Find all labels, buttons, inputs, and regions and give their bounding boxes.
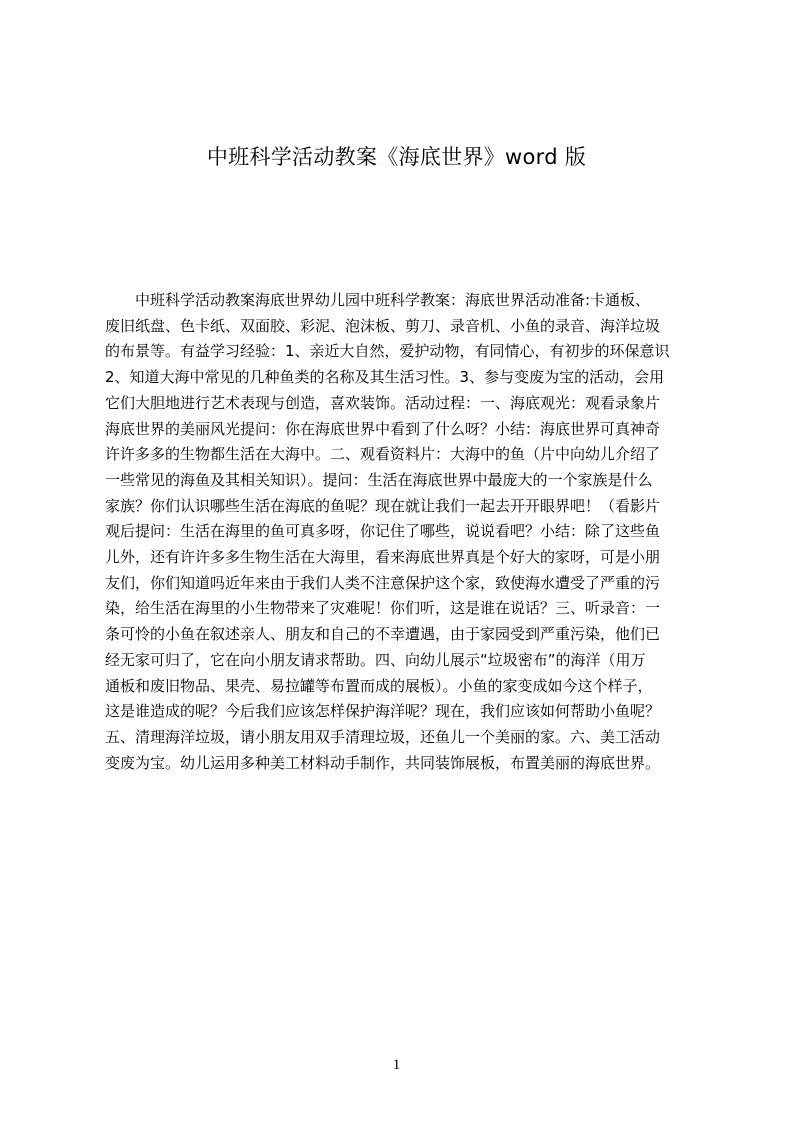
- body-line: 友们，你们知道吗近年来由于我们人类不注意保护这个家，致使海水遭受了严重的污: [105, 573, 661, 592]
- body-line: 家族？你们认识哪些生活在海底的鱼呢？现在就让我们一起去开开眼界吧！（看影片: [105, 496, 661, 515]
- body-line: 海底世界的美丽风光提问：你在海底世界中看到了什么呀？小结：海底世界可真神奇: [105, 419, 661, 438]
- body-line: 一些常见的海鱼及其相关知识）。提问：生活在海底世界中最庞大的一个家族是什么: [105, 470, 653, 489]
- body-line: 观后提问：生活在海里的鱼可真多呀，你记住了哪些，说说看吧？小结：除了这些鱼: [105, 522, 661, 541]
- body-line: 许许多多的生物都生活在大海中。二、观看资料片：大海中的鱼（片中向幼儿介绍了: [105, 445, 661, 464]
- body-line: 经无家可归了，它在向小朋友请求帮助。四、向幼儿展示“垃圾密布”的海洋（用万: [105, 650, 646, 669]
- document-body: [105, 288, 697, 776]
- body-line: 条可怜的小鱼在叙述亲人、朋友和自己的不幸遭遇，由于家园受到严重污染，他们已: [105, 625, 661, 644]
- body-line: 废旧纸盘、色卡纸、双面胶、彩泥、泡沫板、剪刀、录音机、小鱼的录音、海洋垃圾: [105, 316, 661, 335]
- body-line: 通板和废旧物品、果壳、易拉罐等布置而成的展板）。小鱼的家变成如今这个样子，: [105, 676, 653, 695]
- body-line: 五、清理海洋垃圾，请小朋友用双手清理垃圾，还鱼儿一个美丽的家。六、美工活动: [105, 727, 661, 746]
- body-line: 它们大胆地进行艺术表现与创造，喜欢装饰。活动过程：一、海底观光：观看录象片: [105, 393, 661, 412]
- body-line: 变废为宝。幼儿运用多种美工材料动手制作，共同装饰展板，布置美丽的海底世界。: [105, 753, 661, 772]
- body-line: 儿外，还有许许多多生物生活在大海里，看来海底世界真是个好大的家呀，可是小朋: [105, 548, 661, 567]
- body-line: 这是谁造成的呢？今后我们应该怎样保护海洋呢？现在，我们应该如何帮助小鱼呢？: [105, 702, 661, 721]
- body-line: 中班科学活动教案海底世界幼儿园中班科学教案：海底世界活动准备:卡通板、: [105, 291, 651, 309]
- page-number: 1: [392, 1057, 401, 1073]
- body-line: 2、知道大海中常见的几种鱼类的名称及其生活习性。3、参与变废为宝的活动，会用: [105, 368, 665, 387]
- document-title: 中班科学活动教案《海底世界》word 版: [206, 145, 587, 169]
- body-line: 的布景等。有益学习经验：1、亲近大自然，爱护动物，有同情心，有初步的环保意识: [105, 342, 670, 361]
- body-line: 染，给生活在海里的小生物带来了灾难呢！你们听，这是谁在说话？三、听录音：一: [105, 599, 661, 618]
